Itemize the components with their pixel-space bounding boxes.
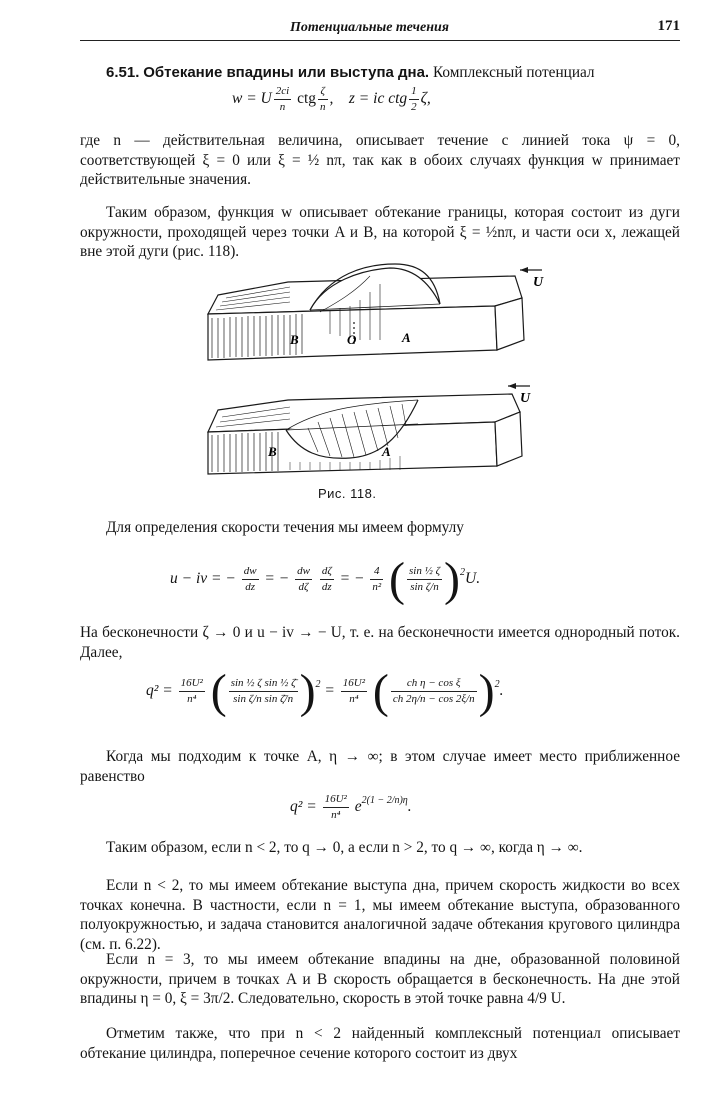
fraction	[229, 676, 298, 707]
exponent: 2	[494, 679, 500, 691]
formula-part: z = ic ctg	[348, 90, 408, 108]
exponent: 2(1 − 2/n)η	[361, 795, 408, 807]
running-title: Потенциальные течения	[290, 20, 450, 35]
figure-bump	[208, 264, 524, 360]
paren-right: )	[299, 665, 316, 718]
fraction	[341, 676, 367, 707]
flow-arrowhead-top	[520, 267, 528, 273]
fraction-denominator: n²	[372, 581, 382, 593]
fraction	[318, 84, 328, 115]
fraction-numerator: sin ½ ζ sin ½ ζ̄	[229, 676, 298, 692]
formula-part: q² =	[146, 682, 173, 700]
exponent: 2	[315, 679, 321, 691]
fraction-numerator: dw	[295, 564, 312, 580]
formula-part: = −	[264, 570, 290, 588]
paren-right: )	[444, 553, 461, 606]
fraction-numerator: 16U²	[323, 792, 349, 808]
label-u-top: U	[533, 275, 544, 290]
paragraph-1: где n — действительная величина, описывает течение с линией тока ψ = 0, соответствующей ξ = 0 или ξ = ½ nπ, так как в обоих случаях функция w принимает действительные значения.	[80, 132, 680, 188]
formula-part: U.	[465, 570, 481, 588]
fraction-numerator: 16U²	[341, 676, 367, 692]
fraction-numerator: ζ	[318, 84, 328, 100]
paragraph-7: Если n < 2, то мы имеем обтекание выступа дна, причем скорость жидкости во всех точках конечна. В частности, если n = 1, мы имеем обтекание выступа, образованного полуокружностью, и задача становится аналогичной задаче обтекания кругового цилиндра (см. п. 6.22).	[80, 877, 680, 953]
fraction-numerator: dw	[242, 564, 259, 580]
paragraph-2: Таким образом, функция w описывает обтекание границы, которая состоит из дуги окружности, проходящей через точки A и B, на которой ξ = ½nπ, и части оси x, лежащей вне этой дуги (рис. 118).	[80, 204, 680, 260]
section-heading	[80, 63, 680, 83]
flow-arrowhead-bottom	[508, 383, 516, 389]
fraction-denominator: dz	[321, 581, 332, 593]
formula-part: .	[407, 798, 412, 816]
fraction-denominator: ch 2η/n − cos 2ξ/n	[392, 693, 475, 705]
fraction-denominator: n⁴	[349, 693, 359, 705]
fraction	[320, 564, 334, 595]
paragraph-9: Отметим также, что при n < 2 найденный комплексный потенциал описывает обтекание цилиндра, поперечное сечение которого состоит из двух	[80, 1025, 680, 1062]
formula-part: ,	[329, 90, 334, 108]
formula-approx	[290, 792, 412, 823]
paragraph-4: На бесконечности ζ → 0 и u − iv → − U, т. е. на бесконечности имеется однородный поток. Далее,	[80, 624, 680, 661]
formula-part: e	[354, 798, 362, 816]
formula-part: =	[324, 682, 335, 700]
figure-hollow	[208, 394, 522, 474]
page-number: 171	[657, 18, 680, 34]
fraction	[407, 564, 442, 595]
label-a-bottom: A	[382, 444, 391, 459]
formula-part: ctg	[297, 90, 317, 108]
fraction-denominator: dζ	[298, 581, 309, 593]
fraction	[323, 792, 349, 823]
fraction	[179, 676, 205, 707]
label-o-top: O	[347, 332, 357, 347]
paragraph-8: Если n = 3, то мы имеем обтекание впадины на дне, образованной половиной окружности, причем в точках A и B скорость обращается в бесконечность. На дне этой впадины η = 0, ξ = 3π/2. Следовательно, скорость в этой точке равна 4/9 U.	[80, 951, 680, 1007]
fraction	[274, 84, 291, 115]
fraction-numerator: 2ci	[274, 84, 291, 100]
label-b-top: B	[290, 332, 299, 347]
fraction	[242, 564, 259, 595]
exponent: 2	[460, 567, 466, 579]
fraction	[370, 564, 383, 595]
label-b-bottom: B	[268, 444, 277, 459]
formula-part: = −	[339, 570, 365, 588]
fraction-numerator: 4	[370, 564, 383, 580]
formula-part: ζ,	[420, 90, 431, 108]
formula-part: w = U	[232, 90, 272, 108]
fraction-numerator: dζ	[320, 564, 334, 580]
figure-caption: Рис. 118.	[318, 486, 377, 501]
fraction-denominator: 2	[411, 101, 417, 113]
section-title: Обтекание впадины или выступа дна.	[143, 64, 430, 81]
label-u-bottom: U	[520, 391, 531, 406]
paren-right: )	[478, 665, 495, 718]
figure-118	[190, 262, 570, 482]
section-lead: Комплексный потенциал	[432, 64, 595, 81]
fraction-denominator: n	[320, 101, 326, 113]
fraction	[409, 84, 419, 115]
fraction-denominator: dz	[245, 581, 256, 593]
paren-left: (	[372, 665, 389, 718]
paren-left: (	[210, 665, 227, 718]
fraction-denominator: sin ζ/n	[410, 581, 439, 593]
fraction	[295, 564, 312, 595]
paragraph-6: Таким образом, если n < 2, то q → 0, а если n > 2, то q → ∞, когда η → ∞.	[106, 839, 583, 856]
formula-part: q² =	[290, 798, 317, 816]
fraction-denominator: sin ζ/n sin ζ̄/n	[233, 693, 294, 705]
fraction	[391, 676, 477, 707]
fraction-numerator: sin ½ ζ	[407, 564, 442, 580]
running-head	[80, 16, 680, 41]
fraction-denominator: n⁴	[187, 693, 197, 705]
formula-velocity	[170, 552, 480, 607]
paragraph-3: Для определения скорости течения мы имеем формулу	[106, 519, 464, 536]
fraction-denominator: n⁴	[331, 809, 341, 821]
label-a-top: A	[402, 330, 411, 345]
fraction-denominator: n	[279, 101, 286, 113]
formula-potential	[232, 84, 431, 115]
paragraph-5: Когда мы подходим к точке A, η → ∞; в этом случае имеет место приближенное равенство	[80, 748, 680, 785]
formula-part: u − iv = −	[170, 570, 236, 588]
fraction-numerator: ch η − cos ξ	[391, 676, 477, 692]
paren-left: (	[389, 553, 405, 606]
formula-part: .	[499, 682, 504, 700]
fraction-numerator: 1	[409, 84, 419, 100]
fraction-numerator: 16U²	[179, 676, 205, 692]
section-number: 6.51.	[106, 64, 140, 81]
formula-q2	[146, 664, 503, 719]
